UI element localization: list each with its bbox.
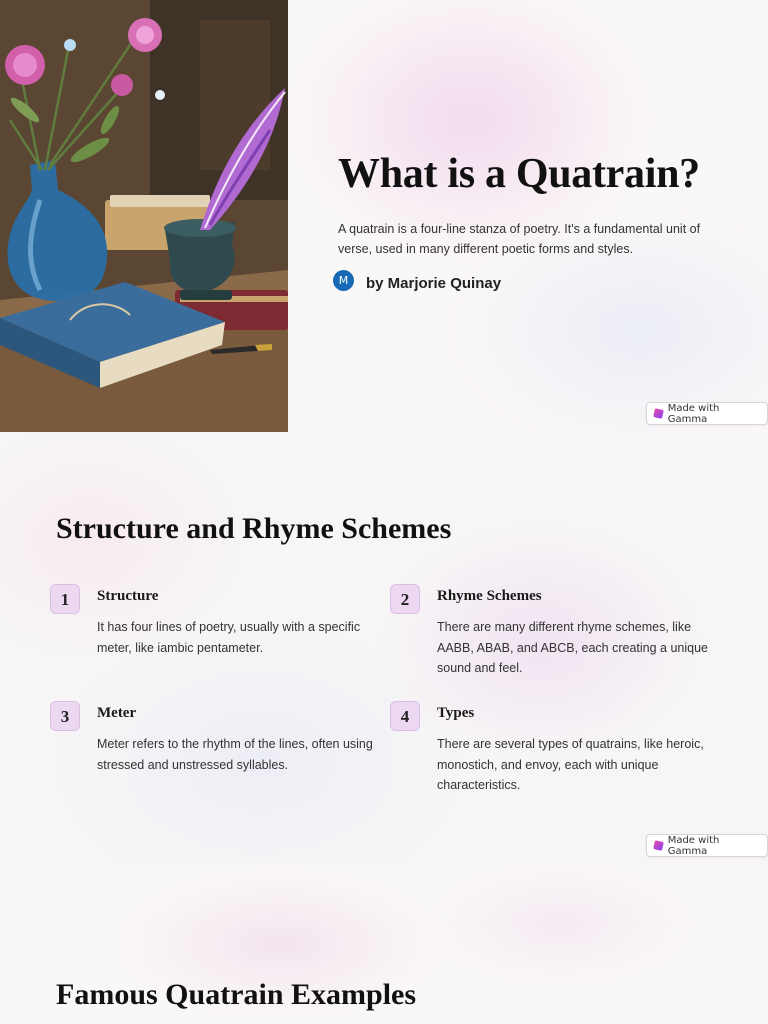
author-avatar[interactable]: M — [333, 270, 354, 291]
card-text: There are several types of quatrains, like heroic, monostich, and envoy, each with unique characteristics. — [437, 737, 704, 792]
card-text: It has four lines of poetry, usually with a specific meter, like iambic pentameter. — [97, 620, 361, 655]
card-number: 2 — [390, 584, 420, 614]
slide-examples — [0, 864, 768, 1024]
card-title: Meter — [97, 705, 137, 721]
made-with-gamma-badge[interactable] — [646, 834, 768, 857]
gamma-logo-icon — [653, 408, 663, 419]
section-title: Structure and Rhyme Schemes — [56, 512, 452, 545]
slide-structure — [0, 432, 768, 864]
hero-illustration — [0, 0, 288, 432]
badge-label: Made with Gamma — [667, 402, 720, 425]
author-name: by Marjorie Quinay — [366, 275, 502, 292]
card-title: Types — [437, 705, 475, 721]
card-title: Structure — [97, 588, 159, 604]
section-title: Famous Quatrain Examples — [56, 978, 417, 1011]
card-number: 1 — [50, 584, 80, 614]
card-number: 4 — [390, 701, 420, 731]
slide-title — [0, 0, 768, 432]
card-text: Meter refers to the rhythm of the lines, often using stressed and unstressed syllables. — [97, 737, 373, 772]
badge-label: Made with Gamma — [667, 834, 720, 857]
card-text: There are many different rhyme schemes, like AABB, ABAB, and ABCB, each creating a unique sound and feel. — [437, 620, 709, 675]
intro-text: A quatrain is a four-line stanza of poetry. It's a fundamental unit of verse, used in many different poetic forms and styles. — [338, 222, 701, 256]
gamma-logo-icon — [653, 840, 663, 851]
made-with-gamma-badge[interactable] — [646, 402, 768, 425]
page-title: What is a Quatrain? — [338, 151, 700, 197]
card-number: 3 — [50, 701, 80, 731]
card-title: Rhyme Schemes — [437, 588, 542, 604]
still-life-illustration — [0, 0, 288, 432]
